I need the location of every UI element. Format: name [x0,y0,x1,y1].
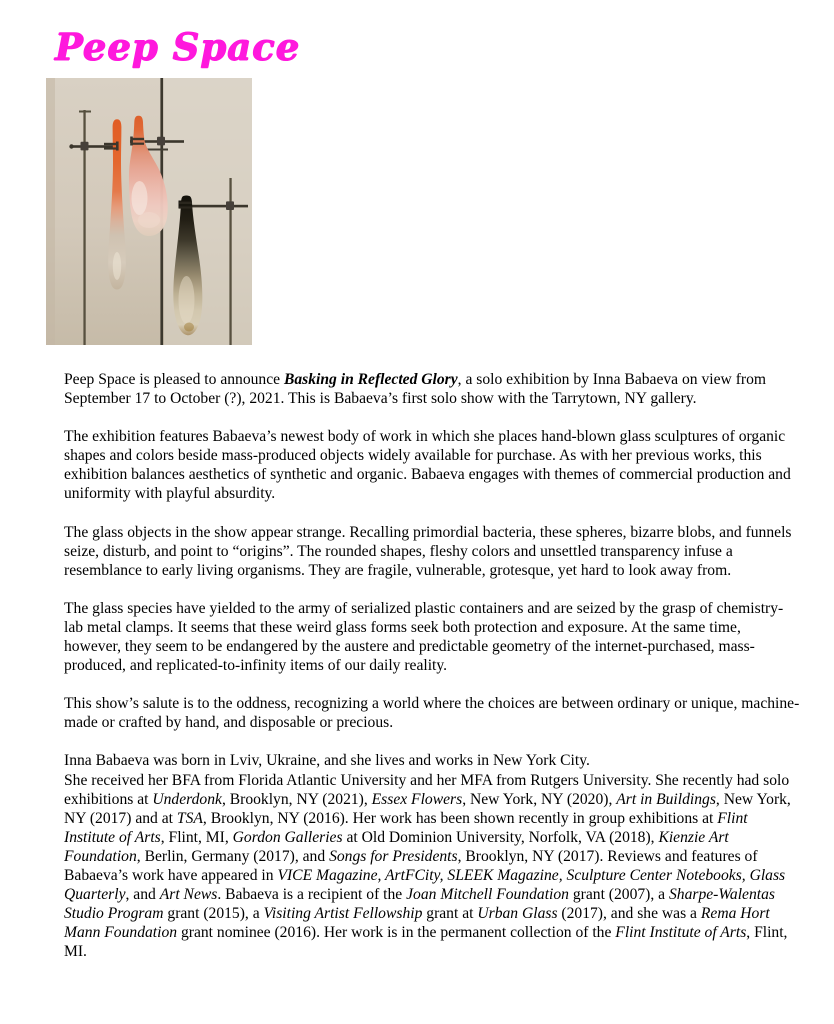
text-segment: at Old Dominion University, Norfolk, VA (2018), [342,828,659,846]
text-segment: grant nominee (2016). Her work is in the permanent collection of the [177,924,616,942]
paragraph-glass-species [64,599,801,675]
text-segment: The glass objects in the show appear strange. Recalling primordial bacteria, these spheres, bizarre blobs, and funnels seize, disturb, and point to “origins”. The rounded shapes, fleshy colors and unsettled transparency infuse a resemblance to early living organisms. They are fragile, vulnerable, grotesque, yet hard to look away from. [64,523,792,579]
text-segment: Rema Hort Mann Foundation [64,905,770,942]
text-segment: , New York, NY (2017) and at [64,790,791,827]
text-segment: (2017), and she was a [557,905,701,923]
text-segment: Essex Flowers [371,790,463,808]
text-segment: Flint Institute of Arts [615,924,747,942]
text-segment: , Berlin, Germany (2017), and [136,847,330,865]
text-segment: , Brooklyn, NY (2016). Her work has been shown recently in group exhibitions at [202,809,718,827]
text-segment: The exhibition features Babaeva’s newest body of work in which she places hand-blown glass sculptures of organic shapes and colors beside mass-produced objects widely available for purchase. As with her previous works, this exhibition balances aesthetics of synthetic and organic. Babaeva engages with themes of commercial production and uniformity with playful absurdity. [64,428,791,503]
paragraph-show-salute [64,694,801,732]
text-segment: Peep Space is pleased to announce [64,371,284,388]
paragraph-artist-bio [64,751,801,961]
paragraph-exhibition-overview [64,427,801,503]
text-segment: VICE Magazine, ArtFCity, SLEEK Magazine, Sculpture Center Notebooks, Glass Quarterly [64,866,786,904]
text-segment: Basking in Reflected Glory [283,371,458,388]
text-segment: Underdonk [152,790,222,808]
text-segment: . Babaeva is a recipient of the [217,886,407,904]
text-segment: , Flint, MI. [64,924,788,961]
text-segment: This show’s salute is to the oddness, recognizing a world where the choices are between ordinary or unique, machine-made or crafted by hand, and disposable or precious. [64,695,800,732]
paragraph-announcement [64,370,801,408]
text-segment: , Brooklyn, NY (2021), [221,790,372,808]
text-segment: Flint Institute of Arts [64,809,748,846]
text-segment: , and [125,886,160,904]
glass-sculptures-image [46,78,252,345]
text-segment: Art News [159,886,218,904]
text-segment: grant at [422,905,478,923]
text-segment: She received her BFA from Florida Atlantic University and her MFA from Rutgers University. She recently had solo exhibitions at [64,771,790,808]
text-segment: grant (2007), a [568,886,669,904]
text-segment: Songs for Presidents [329,847,458,865]
text-segment: Sharpe-Walentas Studio Program [64,886,775,923]
text-segment: Kienzie Art Foundation [64,828,729,865]
paragraph-glass-objects [64,523,801,580]
text-segment: Joan Mitchell Foundation [406,886,569,904]
text-segment: Visiting Artist Fellowship [263,905,423,923]
text-segment: grant (2015), a [163,905,264,923]
text-segment: , Brooklyn, NY (2017). Reviews and features of Babaeva’s work have appeared in [64,847,758,884]
text-segment: , New York, NY (2020), [462,790,617,808]
text-segment: Inna Babaeva was born in Lviv, Ukraine, and she lives and works in New York City. [64,752,590,770]
text-segment: TSA [176,809,203,827]
text-segment: , a solo exhibition by Inna Babaeva on view from September 17 to October (?), 2021. This is Babaeva’s first solo show with the Tarrytown, NY gallery. [64,371,767,408]
text-segment: Urban Glass [477,905,558,923]
text-segment: The glass species have yielded to the army of serialized plastic containers and are seized by the grasp of chemistry-lab metal clamps. It seems that these weird glass forms seek both protection and exposure. At the same time, however, they seem to be endangered by the austere and predictable geometry of the internet-purchased, mass-produced, and replicated-to-infinity items of our daily reality. [64,599,784,675]
gallery-logo: Peep Space [55,25,301,69]
text-segment: , Flint, MI, [160,828,233,846]
text-segment: Gordon Galleries [232,828,343,846]
press-release-text [64,370,801,961]
exhibition-photo [46,78,252,345]
text-segment: Art in Buildings [616,790,716,808]
